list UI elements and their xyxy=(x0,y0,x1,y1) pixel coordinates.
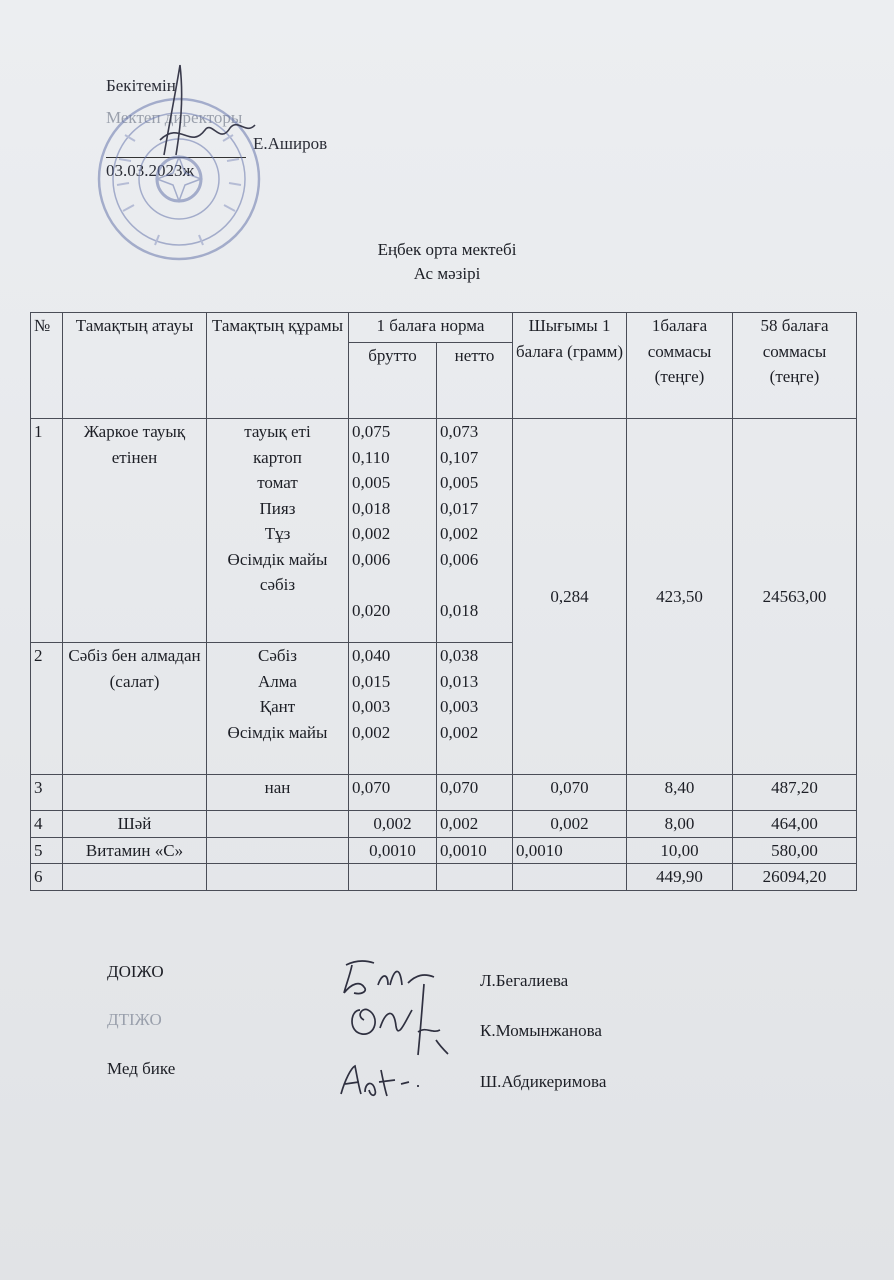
header-norm: 1 балаға норма xyxy=(349,313,513,343)
menu-table xyxy=(30,312,857,891)
brutto-value: 0,005 xyxy=(352,473,391,492)
ingredients xyxy=(207,419,349,643)
director-position: Мектеп директоры xyxy=(106,108,243,127)
brutto-value: 0,0010 xyxy=(349,837,437,864)
row-num: 4 xyxy=(31,811,63,838)
price-one-merged: 423,50 xyxy=(627,419,733,775)
header-brutto: брутто xyxy=(349,343,437,419)
brutto-value: 0,002 xyxy=(349,811,437,838)
dish-name: Сәбіз бен алмадан (салат) xyxy=(63,643,207,775)
header-num: № xyxy=(31,313,63,419)
ingredients xyxy=(207,837,349,864)
ingredient: Өсімдік майы xyxy=(227,722,328,742)
brutto-value: 0,003 xyxy=(352,697,391,716)
approval-date: 03.03.2023ж xyxy=(106,161,195,180)
netto-value: 0,018 xyxy=(440,600,479,620)
price-one-value: 10,00 xyxy=(627,837,733,864)
row-num: 2 xyxy=(31,643,63,775)
ingredients xyxy=(207,643,349,775)
netto-value: 0,013 xyxy=(440,671,479,691)
netto-value: 0,002 xyxy=(437,811,513,838)
row-num: 3 xyxy=(31,775,63,811)
yield-value: 0,002 xyxy=(513,811,627,838)
brutto-value: 0,006 xyxy=(352,549,391,569)
brutto-value: 0,020 xyxy=(352,600,391,620)
signer-name: Л.Бегалиева xyxy=(480,971,569,990)
brutto-value: 0,075 xyxy=(352,422,391,441)
total-price-one: 449,90 xyxy=(627,864,733,891)
brutto-value: 0,002 xyxy=(352,722,391,742)
price-all-value: 487,20 xyxy=(733,775,857,811)
school-name: Еңбек орта мектебі xyxy=(377,240,517,259)
role-label: Мед бике xyxy=(107,1059,176,1078)
yield-value: 0,0010 xyxy=(513,837,627,864)
table-row xyxy=(31,811,857,838)
brutto-value: 0,040 xyxy=(352,646,391,665)
row-num: 5 xyxy=(31,837,63,864)
row-num: 1 xyxy=(31,419,63,643)
price-one-value: 8,00 xyxy=(627,811,733,838)
table-row xyxy=(31,837,857,864)
netto-value: 0,038 xyxy=(440,646,479,665)
role-label: ДОІЖО xyxy=(107,962,164,981)
yield-value: 0,070 xyxy=(513,775,627,811)
header-composition: Тамақтың құрамы xyxy=(207,313,349,419)
ingredient: сәбіз xyxy=(259,575,296,594)
brutto-value: 0,015 xyxy=(352,671,391,691)
ingredient: Қант xyxy=(259,697,296,716)
header-yield: Шығымы 1 балаға (грамм) xyxy=(513,313,627,419)
yield-merged: 0,284 xyxy=(513,419,627,775)
ingredient: Тұз xyxy=(264,524,291,543)
signature-2-icon xyxy=(340,980,450,1060)
netto-value: 0,070 xyxy=(437,775,513,811)
brutto-value: 0,070 xyxy=(349,775,437,811)
netto-value: 0,017 xyxy=(440,498,479,518)
ingredient: томат xyxy=(257,473,298,492)
director-name: Е.Аширов xyxy=(253,134,328,153)
header-price-one: 1балаға соммасы (теңге) xyxy=(627,313,733,419)
netto-value: 0,006 xyxy=(440,549,479,569)
role-label: ДТІЖО xyxy=(107,1010,162,1029)
netto-value: 0,0010 xyxy=(437,837,513,864)
header-row xyxy=(31,313,857,343)
row-num: 6 xyxy=(31,864,63,891)
netto-value: 0,002 xyxy=(440,722,479,742)
ingredient: Пияз xyxy=(259,498,296,518)
brutto-value: 0,110 xyxy=(352,447,390,467)
netto-value: 0,107 xyxy=(440,447,479,467)
document-title: Ас мәзірі xyxy=(413,264,481,283)
totals-row xyxy=(31,864,857,891)
ingredient: Сәбіз xyxy=(258,646,297,665)
brutto-value: 0,002 xyxy=(352,524,391,543)
approve-label: Бекітемін xyxy=(106,76,176,95)
netto-value: 0,005 xyxy=(440,473,479,492)
ingredients: нан xyxy=(207,775,349,811)
dish-name: Витамин «С» xyxy=(63,837,207,864)
brutto-values xyxy=(349,419,437,643)
price-all-value: 580,00 xyxy=(733,837,857,864)
ingredient: тауық еті xyxy=(244,422,311,441)
netto-value: 0,003 xyxy=(440,697,479,716)
ingredient: Өсімдік майы xyxy=(227,549,328,569)
table-row xyxy=(31,775,857,811)
header-dish-name: Тамақтың атауы xyxy=(63,313,207,419)
header-netto: нетто xyxy=(437,343,513,419)
director-signature-icon xyxy=(150,60,260,170)
table-row xyxy=(31,419,857,643)
netto-value: 0,002 xyxy=(440,524,479,543)
total-price-all: 26094,20 xyxy=(733,864,857,891)
ingredients xyxy=(207,811,349,838)
header-price-all: 58 балаға соммасы (теңге) xyxy=(733,313,857,419)
price-all-value: 464,00 xyxy=(733,811,857,838)
signer-name: Ш.Абдикеримова xyxy=(480,1072,607,1091)
ingredient: Алма xyxy=(258,671,297,691)
signer-name: К.Момынжанова xyxy=(480,1021,602,1040)
brutto-value: 0,018 xyxy=(352,498,391,518)
dish-name xyxy=(63,775,207,811)
brutto-values xyxy=(349,643,437,775)
dish-name: Шәй xyxy=(63,811,207,838)
ingredient: картоп xyxy=(253,447,302,467)
dish-name: Жаркое тауық етінен xyxy=(63,419,207,643)
netto-values xyxy=(437,419,513,643)
netto-value: 0,073 xyxy=(440,422,479,441)
netto-values xyxy=(437,643,513,775)
price-all-merged: 24563,00 xyxy=(733,419,857,775)
signature-3-icon xyxy=(335,1060,425,1100)
price-one-value: 8,40 xyxy=(627,775,733,811)
